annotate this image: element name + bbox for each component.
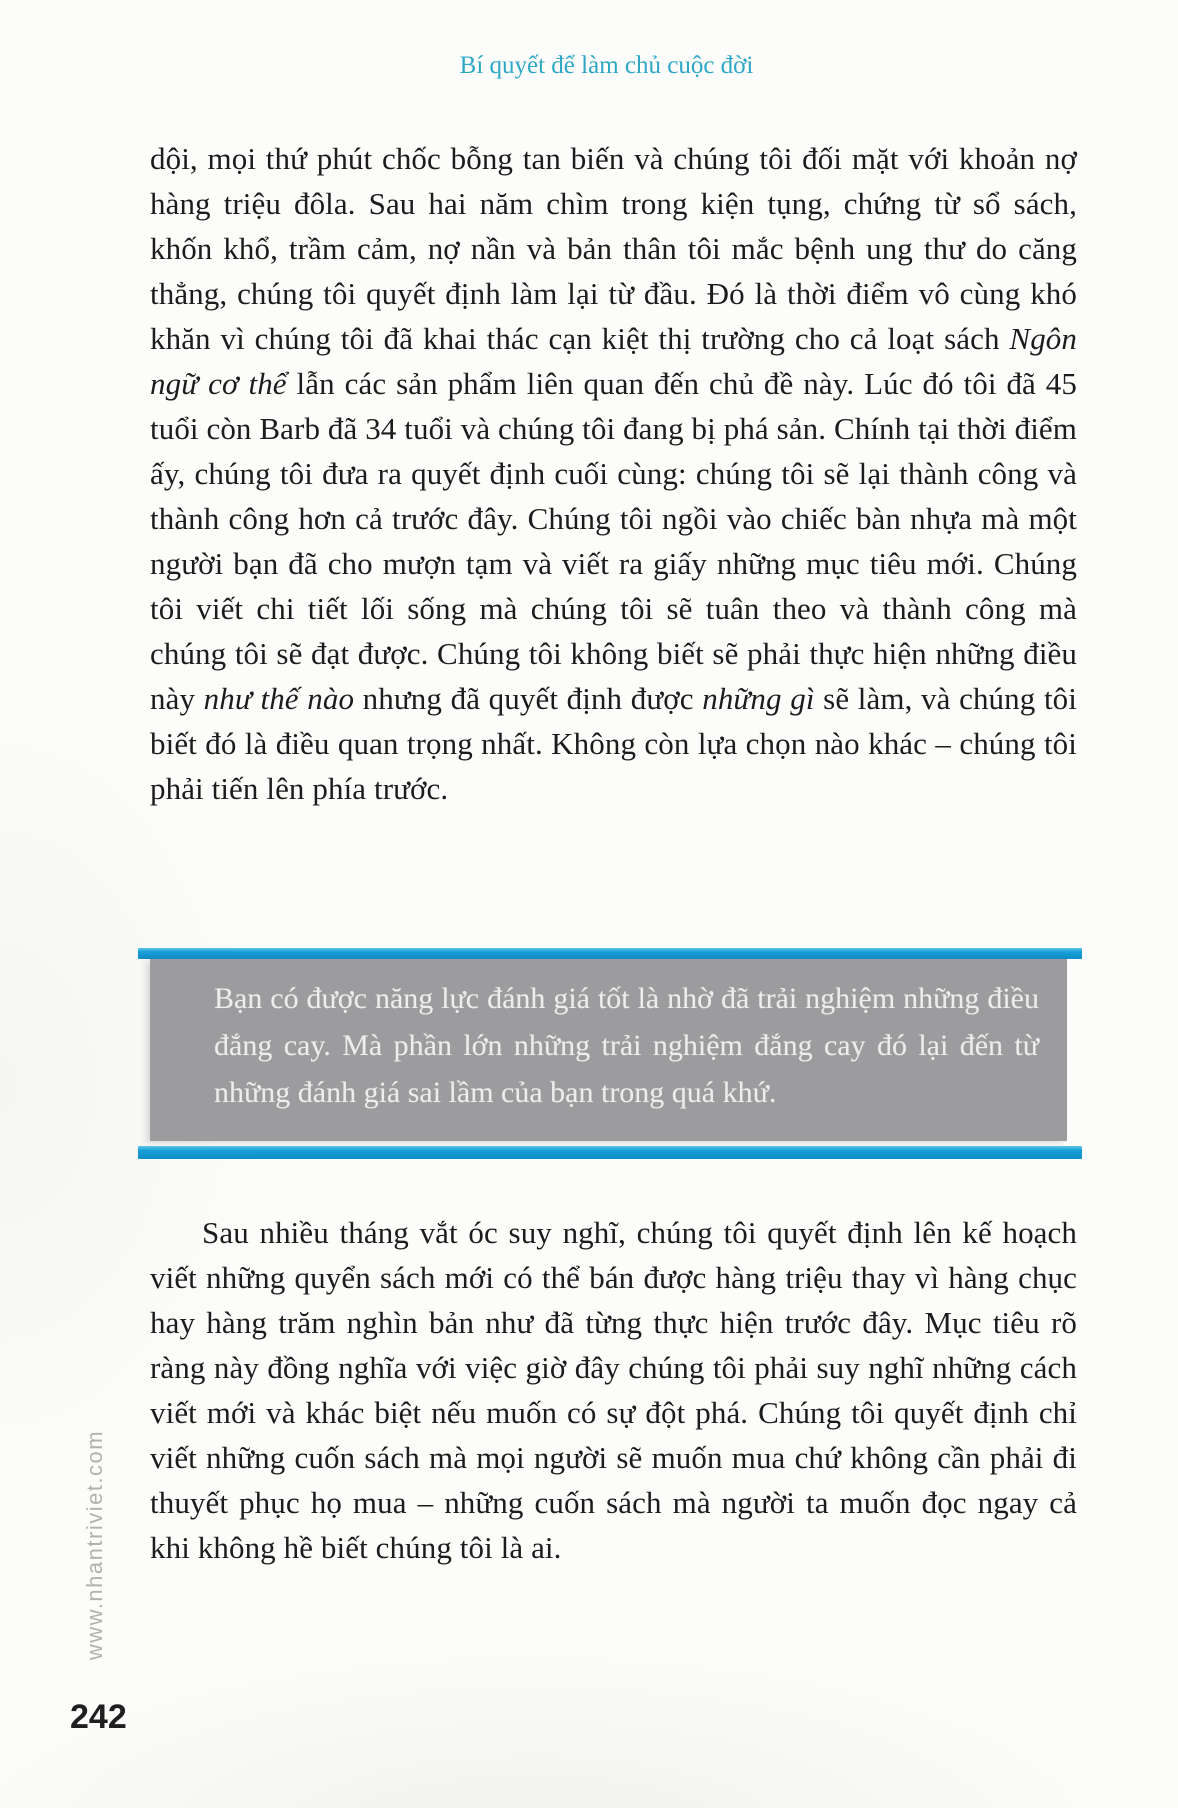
body-paragraph-2: Sau nhiều tháng vắt óc suy nghĩ, chúng tôi quyết định lên kế hoạch viết những quyển sách mới có thể bán được hàng triệu thay vì hàng chục hay hàng trăm nghìn bản như đã từng thực hiện trước đây. Mục tiêu rõ ràng này đồng nghĩa với việc giờ đây chúng tôi phải suy nghĩ những cách viết mới và khác biệt nếu muốn có sự đột phá. Chúng tôi quyết định chỉ viết những cuốn sách mà mọi người sẽ muốn mua chứ không cần phải đi thuyết phục họ mua – những cuốn sách mà người ta muốn đọc ngay cả khi không hề biết chúng tôi là ai. [150, 1215, 1077, 1565]
page-number: 242 [70, 1698, 127, 1736]
running-header: Bí quyết để làm chủ cuộc đời [459, 52, 754, 79]
quote-box [138, 948, 1082, 1159]
quote-top-rule [138, 948, 1082, 959]
watermark-url: www.nhantriviet.com [82, 1429, 107, 1661]
body-paragraph-1: dội, mọi thứ phút chốc bỗng tan biến và chúng tôi đối mặt với khoản nợ hàng triệu đôla. Sau hai năm chìm trong kiện tụng, chứng từ sổ sách, khốn khổ, trầm cảm, nợ nần và bản thân tôi mắc bệnh ung thư do căng thẳng, chúng tôi quyết định làm lại từ đầu. Đó là thời điểm vô cùng khó khăn vì chúng tôi đã khai thác cạn kiệt thị trường cho cả loạt sách Ngôn ngữ cơ thể lẫn các sản phẩm liên quan đến chủ đề này. Lúc đó tôi đã 45 tuổi còn Barb đã 34 tuổi và chúng tôi đang bị phá sản. Chính tại thời điểm ấy, chúng tôi đưa ra quyết định cuối cùng: chúng tôi sẽ lại thành công và thành công hơn cả trước đây. Chúng tôi ngồi vào chiếc bàn nhựa mà một người bạn đã cho mượn tạm và viết ra giấy những mục tiêu mới. Chúng tôi viết chi tiết lối sống mà chúng tôi sẽ tuân theo và thành công mà chúng tôi sẽ đạt được. Chúng tôi không biết sẽ phải thực hiện những điều này như thế nào nhưng đã quyết định được những gì sẽ làm, và chúng tôi biết đó là điều quan trọng nhất. Không còn lựa chọn nào khác – chúng tôi phải tiến lên phía trước. [150, 141, 1077, 806]
quote-bottom-rule [138, 1146, 1082, 1159]
quote-text: Bạn có được năng lực đánh giá tốt là nhờ đã trải nghiệm những điều đắng cay. Mà phần lớn những trải nghiệm đắng cay đó lại đến từ những đánh giá sai lầm của bạn trong quá khứ. [150, 959, 1067, 1141]
